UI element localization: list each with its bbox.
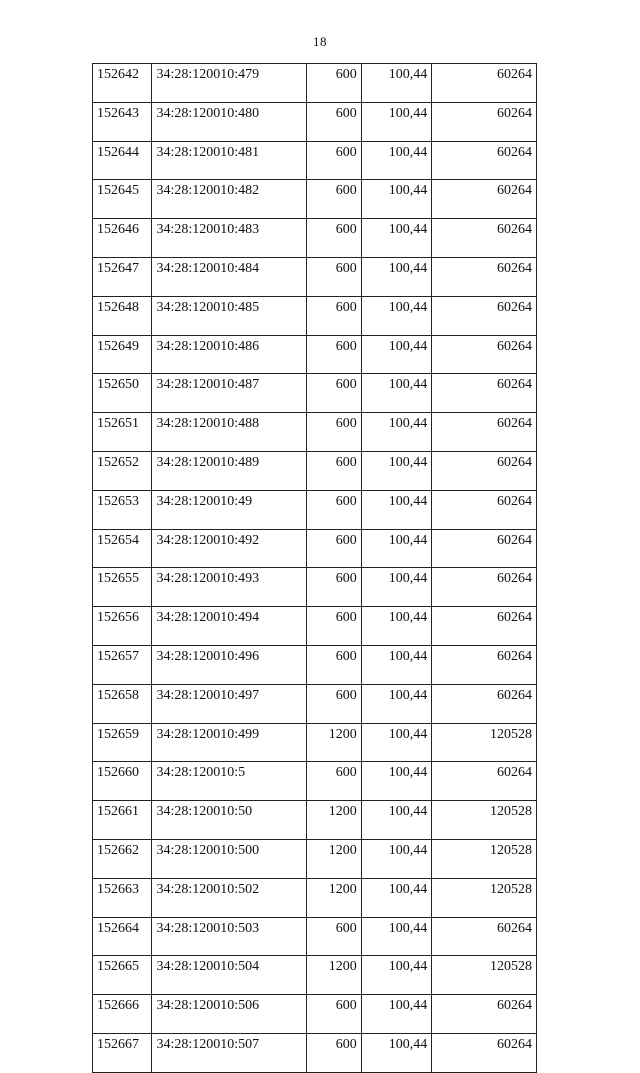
cadastral-number-cell: 34:28:120010:480 — [152, 102, 306, 141]
area-cell: 600 — [306, 645, 361, 684]
total-value-cell: 60264 — [432, 1033, 537, 1072]
price-cell: 100,44 — [361, 723, 432, 762]
price-cell: 100,44 — [361, 995, 432, 1034]
table-row — [93, 102, 537, 141]
table-row — [93, 607, 537, 646]
cadastral-number-cell: 34:28:120010:502 — [152, 878, 306, 917]
total-value-cell: 60264 — [432, 607, 537, 646]
area-cell: 600 — [306, 607, 361, 646]
cadastral-number-cell: 34:28:120010:489 — [152, 451, 306, 490]
total-value-cell: 120528 — [432, 723, 537, 762]
row-number-cell: 152661 — [93, 801, 152, 840]
cadastral-number-cell: 34:28:120010:506 — [152, 995, 306, 1034]
price-cell: 100,44 — [361, 64, 432, 103]
area-cell: 600 — [306, 180, 361, 219]
table-row — [93, 141, 537, 180]
cadastral-number-cell: 34:28:120010:492 — [152, 529, 306, 568]
price-cell: 100,44 — [361, 141, 432, 180]
area-cell: 600 — [306, 762, 361, 801]
total-value-cell: 120528 — [432, 878, 537, 917]
price-cell: 100,44 — [361, 839, 432, 878]
cadastral-number-cell: 34:28:120010:499 — [152, 723, 306, 762]
cadastral-number-cell: 34:28:120010:50 — [152, 801, 306, 840]
price-cell: 100,44 — [361, 917, 432, 956]
area-cell: 1200 — [306, 839, 361, 878]
price-cell: 100,44 — [361, 413, 432, 452]
cadastral-number-cell: 34:28:120010:488 — [152, 413, 306, 452]
area-cell: 600 — [306, 490, 361, 529]
price-cell: 100,44 — [361, 296, 432, 335]
table-row — [93, 451, 537, 490]
table-row — [93, 490, 537, 529]
area-cell: 600 — [306, 219, 361, 258]
total-value-cell: 60264 — [432, 995, 537, 1034]
area-cell: 600 — [306, 529, 361, 568]
total-value-cell: 60264 — [432, 257, 537, 296]
price-cell: 100,44 — [361, 374, 432, 413]
table-row — [93, 529, 537, 568]
row-number-cell: 152665 — [93, 956, 152, 995]
table-body — [93, 64, 537, 1073]
row-number-cell: 152660 — [93, 762, 152, 801]
row-number-cell: 152658 — [93, 684, 152, 723]
total-value-cell: 120528 — [432, 839, 537, 878]
table-row — [93, 645, 537, 684]
table-row — [93, 296, 537, 335]
total-value-cell: 60264 — [432, 451, 537, 490]
total-value-cell: 60264 — [432, 64, 537, 103]
cadastral-number-cell: 34:28:120010:497 — [152, 684, 306, 723]
area-cell: 600 — [306, 451, 361, 490]
area-cell: 600 — [306, 141, 361, 180]
total-value-cell: 60264 — [432, 684, 537, 723]
price-cell: 100,44 — [361, 219, 432, 258]
cadastral-number-cell: 34:28:120010:494 — [152, 607, 306, 646]
area-cell: 600 — [306, 335, 361, 374]
total-value-cell: 60264 — [432, 335, 537, 374]
cadastral-number-cell: 34:28:120010:483 — [152, 219, 306, 258]
area-cell: 600 — [306, 917, 361, 956]
cadastral-number-cell: 34:28:120010:503 — [152, 917, 306, 956]
price-cell: 100,44 — [361, 490, 432, 529]
area-cell: 1200 — [306, 878, 361, 917]
table-row — [93, 219, 537, 258]
area-cell: 1200 — [306, 801, 361, 840]
area-cell: 600 — [306, 1033, 361, 1072]
price-cell: 100,44 — [361, 1033, 432, 1072]
area-cell: 600 — [306, 684, 361, 723]
area-cell: 600 — [306, 102, 361, 141]
table-row — [93, 684, 537, 723]
price-cell: 100,44 — [361, 257, 432, 296]
price-cell: 100,44 — [361, 956, 432, 995]
table-row — [93, 723, 537, 762]
cadastral-number-cell: 34:28:120010:504 — [152, 956, 306, 995]
row-number-cell: 152654 — [93, 529, 152, 568]
table-row — [93, 801, 537, 840]
cadastral-number-cell: 34:28:120010:507 — [152, 1033, 306, 1072]
page-number: 18 — [313, 34, 327, 49]
total-value-cell: 60264 — [432, 180, 537, 219]
cadastral-number-cell: 34:28:120010:486 — [152, 335, 306, 374]
table-row — [93, 335, 537, 374]
row-number-cell: 152645 — [93, 180, 152, 219]
table-row — [93, 413, 537, 452]
table-row — [93, 257, 537, 296]
table-row — [93, 568, 537, 607]
row-number-cell: 152663 — [93, 878, 152, 917]
area-cell: 600 — [306, 995, 361, 1034]
row-number-cell: 152642 — [93, 64, 152, 103]
row-number-cell: 152650 — [93, 374, 152, 413]
total-value-cell: 60264 — [432, 568, 537, 607]
cadastral-number-cell: 34:28:120010:5 — [152, 762, 306, 801]
price-cell: 100,44 — [361, 607, 432, 646]
row-number-cell: 152648 — [93, 296, 152, 335]
row-number-cell: 152649 — [93, 335, 152, 374]
total-value-cell: 60264 — [432, 762, 537, 801]
total-value-cell: 60264 — [432, 374, 537, 413]
price-cell: 100,44 — [361, 451, 432, 490]
total-value-cell: 60264 — [432, 645, 537, 684]
row-number-cell: 152644 — [93, 141, 152, 180]
price-cell: 100,44 — [361, 684, 432, 723]
row-number-cell: 152652 — [93, 451, 152, 490]
area-cell: 600 — [306, 257, 361, 296]
table-row — [93, 995, 537, 1034]
area-cell: 600 — [306, 568, 361, 607]
row-number-cell: 152667 — [93, 1033, 152, 1072]
cadastral-number-cell: 34:28:120010:500 — [152, 839, 306, 878]
cadastral-number-cell: 34:28:120010:481 — [152, 141, 306, 180]
area-cell: 600 — [306, 374, 361, 413]
area-cell: 600 — [306, 296, 361, 335]
table-row — [93, 917, 537, 956]
area-cell: 1200 — [306, 956, 361, 995]
total-value-cell: 60264 — [432, 219, 537, 258]
table-row — [93, 878, 537, 917]
area-cell: 1200 — [306, 723, 361, 762]
total-value-cell: 60264 — [432, 102, 537, 141]
total-value-cell: 60264 — [432, 529, 537, 568]
row-number-cell: 152646 — [93, 219, 152, 258]
price-cell: 100,44 — [361, 645, 432, 684]
cadastral-number-cell: 34:28:120010:479 — [152, 64, 306, 103]
total-value-cell: 60264 — [432, 141, 537, 180]
cadastral-number-cell: 34:28:120010:485 — [152, 296, 306, 335]
row-number-cell: 152647 — [93, 257, 152, 296]
total-value-cell: 120528 — [432, 956, 537, 995]
row-number-cell: 152655 — [93, 568, 152, 607]
row-number-cell: 152666 — [93, 995, 152, 1034]
row-number-cell: 152656 — [93, 607, 152, 646]
price-cell: 100,44 — [361, 801, 432, 840]
cadastral-number-cell: 34:28:120010:493 — [152, 568, 306, 607]
total-value-cell: 60264 — [432, 490, 537, 529]
table-row — [93, 180, 537, 219]
cadastral-number-cell: 34:28:120010:484 — [152, 257, 306, 296]
row-number-cell: 152662 — [93, 839, 152, 878]
price-cell: 100,44 — [361, 762, 432, 801]
row-number-cell: 152653 — [93, 490, 152, 529]
price-cell: 100,44 — [361, 180, 432, 219]
table-row — [93, 1033, 537, 1072]
table-row — [93, 374, 537, 413]
price-cell: 100,44 — [361, 568, 432, 607]
cadastral-number-cell: 34:28:120010:487 — [152, 374, 306, 413]
land-plots-table — [92, 63, 537, 1073]
row-number-cell: 152643 — [93, 102, 152, 141]
row-number-cell: 152664 — [93, 917, 152, 956]
table-row — [93, 64, 537, 103]
price-cell: 100,44 — [361, 102, 432, 141]
table-row — [93, 762, 537, 801]
row-number-cell: 152657 — [93, 645, 152, 684]
total-value-cell: 60264 — [432, 296, 537, 335]
price-cell: 100,44 — [361, 335, 432, 374]
total-value-cell: 60264 — [432, 917, 537, 956]
cadastral-number-cell: 34:28:120010:496 — [152, 645, 306, 684]
area-cell: 600 — [306, 64, 361, 103]
cadastral-number-cell: 34:28:120010:482 — [152, 180, 306, 219]
table-row — [93, 956, 537, 995]
table-row — [93, 839, 537, 878]
price-cell: 100,44 — [361, 878, 432, 917]
row-number-cell: 152651 — [93, 413, 152, 452]
total-value-cell: 120528 — [432, 801, 537, 840]
price-cell: 100,44 — [361, 529, 432, 568]
area-cell: 600 — [306, 413, 361, 452]
row-number-cell: 152659 — [93, 723, 152, 762]
cadastral-number-cell: 34:28:120010:49 — [152, 490, 306, 529]
total-value-cell: 60264 — [432, 413, 537, 452]
